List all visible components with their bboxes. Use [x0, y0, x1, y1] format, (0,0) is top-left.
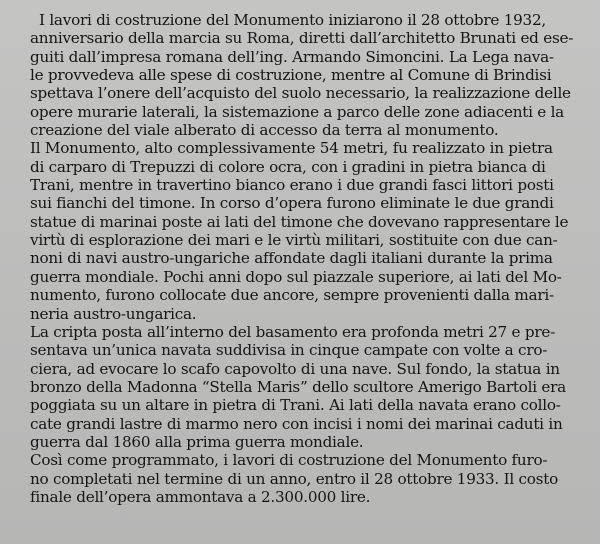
text-line: opere murarie laterali, la sistemazione a parco delle zone adiacenti e la: [30, 102, 564, 121]
text-line: finale dell’opera ammontava a 2.300.000 lire.: [30, 487, 371, 506]
paragraph-construction: [30, 11, 592, 139]
text-line: le provvedeva alle spese di costruzione, mentre al Comune di Brindisi: [30, 66, 552, 85]
text-line: virtù di esplorazione dei mari e le virtù militari, sostituite con due can-: [30, 231, 558, 250]
text-line: statue di marinai poste ai lati del timone che dovevano rappresentare le: [30, 212, 569, 231]
text-line: I lavori di costruzione del Monumento iniziarono il 28 ottobre 1932,: [39, 11, 546, 29]
paragraph-completion: [30, 451, 592, 506]
text-line: Il Monumento, alto complessivamente 54 metri, fu realizzato in pietra: [30, 139, 553, 158]
text-line: La cripta posta all’interno del basamento era profonda metri 27 e pre-: [30, 322, 555, 341]
paragraph-monument: [30, 139, 592, 322]
text-line: sentava un’unica navata suddivisa in cinque campate con volte a cro-: [30, 341, 548, 360]
paragraph-crypt: [30, 323, 592, 451]
text-line: noni di navi austro-ungariche affondate dagli italiani durante la prima: [30, 249, 553, 268]
text-line: sui fianchi del timone. In corso d’opera furono eliminate le due grandi: [30, 194, 554, 213]
text-line: Trani, mentre in travertino bianco erano i due grandi fasci littori posti: [30, 176, 554, 195]
text-line: anniversario della marcia su Roma, diretti dall’architetto Brunati ed ese-: [30, 29, 574, 48]
text-line: bronzo della Madonna “Stella Maris” dello scultore Amerigo Bartoli era: [30, 377, 566, 396]
text-line: numento, furono collocate due ancore, sempre provenienti dalla mari-: [30, 286, 554, 305]
text-line: guerra mondiale. Pochi anni dopo sul piazzale superiore, ai lati del Mo-: [30, 267, 562, 286]
text-line: no completati nel termine di un anno, entro il 28 ottobre 1933. Il costo: [30, 469, 558, 488]
text-line: cate grandi lastre di marmo nero con incisi i nomi dei marinai caduti in: [30, 414, 563, 433]
text-line: neria austro-ungarica.: [30, 304, 197, 323]
text-line: guerra dal 1860 alla prima guerra mondiale.: [30, 432, 364, 451]
text-line: poggiata su un altare in pietra di Trani. Ai lati della navata erano collo-: [30, 396, 561, 415]
text-line: creazione del viale alberato di accesso da terra al monumento.: [30, 121, 499, 140]
text-line: guiti dall’impresa romana dell’ing. Armando Simoncini. La Lega nava-: [30, 47, 554, 66]
text-line: spettava l’onere dell’acquisto del suolo necessario, la realizzazione delle: [30, 84, 571, 103]
text-line: di carparo di Trepuzzi di colore ocra, con i gradini in pietra bianca di: [30, 157, 546, 176]
text-line: ciera, ad evocare lo scafo capovolto di una nave. Sul fondo, la statua in: [30, 359, 560, 378]
text-line: Così come programmato, i lavori di costruzione del Monumento furo-: [30, 451, 548, 470]
